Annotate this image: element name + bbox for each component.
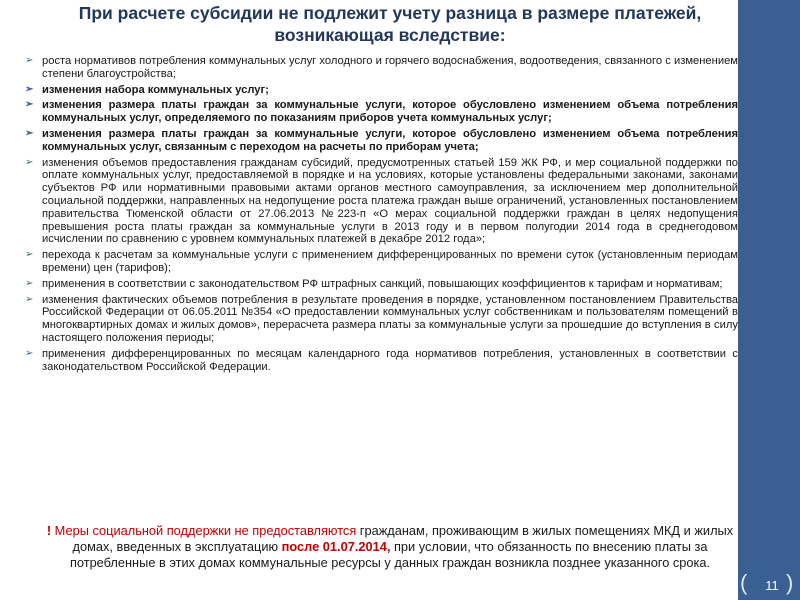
content-area: [20, 55, 738, 376]
note-text-part2: гражданам, проживающим в жилых помещениях МКД и жилых домах, введенных в эксплуатацию: [72, 523, 734, 554]
slide-number: 11: [765, 578, 779, 593]
arrow-bullet-icon: ➢: [25, 347, 34, 359]
list-item: [20, 99, 738, 125]
arrow-bullet-icon: ➢: [25, 293, 34, 305]
list-item: [20, 55, 738, 81]
brace-left-decoration: (: [740, 570, 748, 595]
list-item-text: применения дифференцированных по месяцам календарного года нормативов потребления, установленных в соответствии с законодательством Российской Федерации.: [42, 347, 738, 373]
list-item-text: перехода к расчетам за коммунальные услуги с применением дифференцированных по времени суток (установленным периодам времени) цен (тарифов);: [42, 249, 738, 274]
list-item-text: изменения фактических объемов потребления в результате проведения в порядке, установленном постановлением Правительства Российской Федерации от 06.05.2011 №354 «О предоставлении коммунальных услуг собственникам и пользователям помещений в многоквартирных домах и жилых домов», перерасчета размера платы за коммунальные услуги за прошедшие до вступления в силу настоящего положения периоды;: [42, 293, 738, 344]
brace-right-decoration: ): [786, 570, 794, 595]
list-item: [20, 84, 738, 97]
list-item: [20, 278, 738, 291]
note-date: после 01.07.2014,: [281, 539, 391, 554]
list-item-text: изменения размера платы граждан за коммунальные услуги, которое обусловлено изменением объема потребления коммунальных услуг, определяемого по показаниям приборов учета коммунальных услуг;: [42, 99, 738, 125]
side-bar: [738, 0, 800, 600]
list-item: [20, 249, 738, 275]
arrow-bullet-icon: ➢: [25, 99, 34, 111]
exclamation-mark: !: [46, 523, 52, 538]
list-item: [20, 294, 738, 345]
list-item: [20, 348, 738, 374]
list-item-text: роста нормативов потребления коммунальных услуг холодного и горячего водоснабжения, водоотведения, связанного с изменением степени благоустройства;: [42, 55, 738, 80]
arrow-bullet-icon: ➢: [25, 83, 34, 95]
bullet-list: [20, 55, 738, 373]
list-item-text: изменения набора коммунальных услуг;: [42, 83, 269, 96]
arrow-bullet-icon: ➢: [25, 249, 34, 261]
list-item: [20, 157, 738, 247]
note-red-text: Меры социальной поддержки не предоставляются: [51, 523, 357, 538]
list-item-text: изменения объемов предоставления гражданам субсидий, предусмотренных статьей 159 ЖК РФ, и мер социальной поддержки по оплате коммунальных услуг, предоставляемой в порядке и на условиях, которые установлены федеральными законами, законами субъектов РФ или нормативными правовыми актами органов местного самоуправления, за исключением мер дополнительной социальной поддержки, направленных на недопущение роста платежа граждан выше ограничений, установленных постановлением правительства Тюменской области от 27.06.2013 №223-п «О мерах социальной поддержки граждан в целях недопущения превышения роста платы граждан за коммунальные услуги в 2013 году и в первом полугодии 2014 года в среднегодовом исчислении по сравнению с уровнем коммунальных платежей в декабре 2012 года»;: [42, 156, 738, 246]
arrow-bullet-icon: ➢: [25, 55, 34, 66]
list-item-text: изменения размера платы граждан за коммунальные услуги, которое обусловлено изменением объема потребления коммунальных услуг, связанным с переходом на расчеты по приборам учета;: [42, 127, 738, 153]
slide-title: При расчете субсидии не подлежит учету разница в размере платежей, возникающая вследствие:: [78, 3, 702, 45]
note-text-part3: при условии, что обязанность по внесению платы за потребленные в этих домах коммунальные ресурсы у данных граждан возникла позднее указанного срока.: [69, 539, 711, 570]
list-item: [20, 128, 738, 154]
arrow-bullet-icon: ➢: [25, 127, 34, 139]
arrow-bullet-icon: ➢: [25, 156, 34, 168]
arrow-bullet-icon: ➢: [25, 277, 34, 289]
note-paragraph: [40, 523, 740, 571]
list-item-text: применения в соответствии с законодательством РФ штрафных санкций, повышающих коэффициентов к тарифам и нормативам;: [42, 277, 723, 290]
